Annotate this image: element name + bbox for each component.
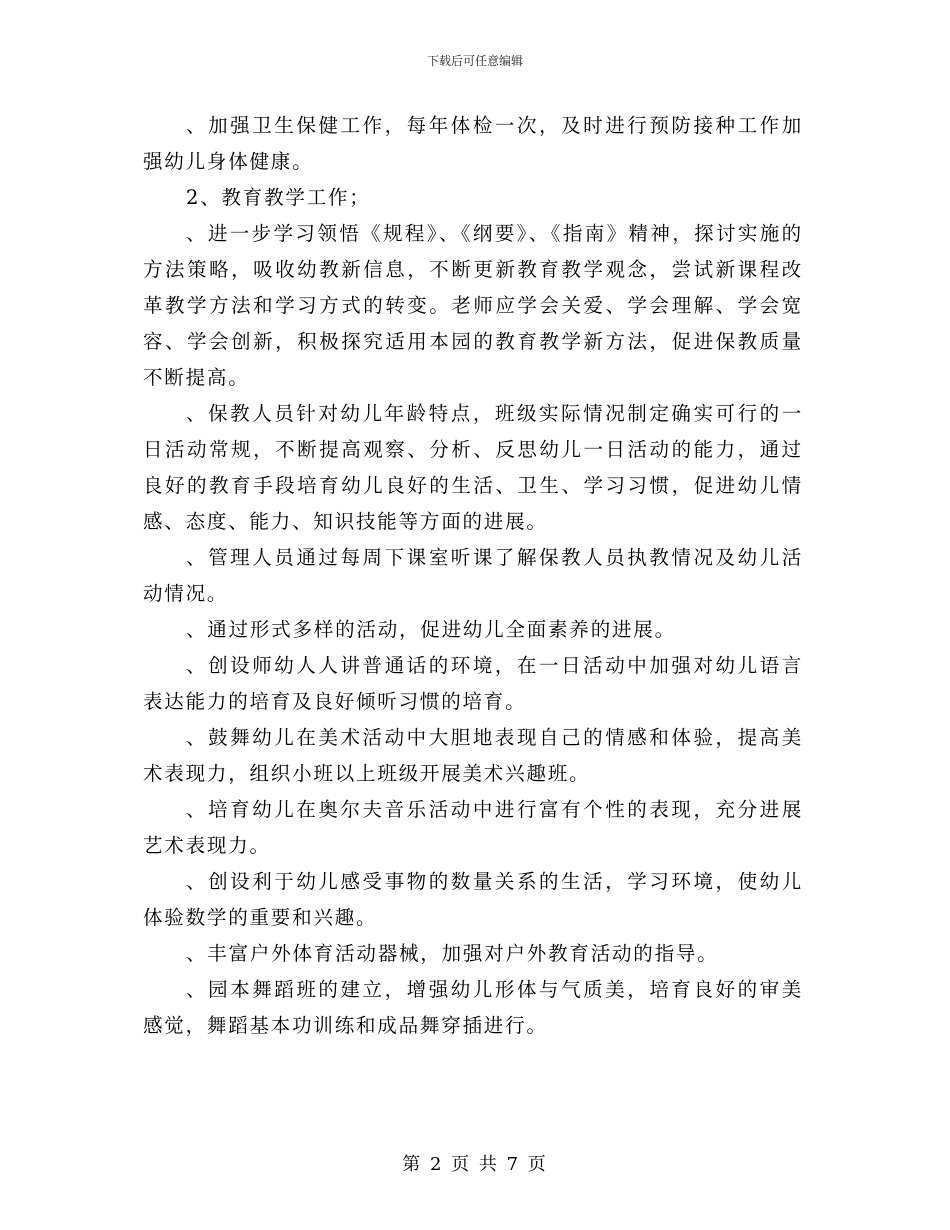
paragraph-daily-routine: 、保教人员针对幼儿年龄特点，班级实际情况制定确实可行的一日活动常规，不断提高观察、分析、反思幼儿一日活动的能力，通过良好的教育手段培育幼儿良好的生活、卫生、学习习惯，促进幼儿情感、态度、能力、知识技能等方面的进展。 — [143, 402, 803, 533]
paragraph-mandarin-environment: 、创设师幼人人讲普通话的环境，在一日活动中加强对幼儿语言表达能力的培育及良好倾听习惯的培育。 — [143, 654, 803, 713]
paragraph-study-guidelines: 、进一步学习领悟《规程》、《纲要》、《指南》精神，探讨实施的方法策略，吸收幼教新信息，不断更新教育教学观念，尝试新课程改革教学方法和学习方式的转变。老师应学会关爱、学会理解、学会宽容、学会创新，积极探究适用本园的教育教学新方法，促进保教质量不断提高。 — [143, 222, 803, 389]
paragraph-math-environment: 、创设利于幼儿感受事物的数量关系的生活，学习环境，使幼儿体验数学的重要和兴趣。 — [143, 870, 803, 929]
paragraph-classroom-observation: 、管理人员通过每周下课室听课了解保教人员执教情况及幼儿活动情况。 — [143, 546, 803, 605]
page-number-footer: 第 2 页 共 7 页 — [402, 1154, 548, 1175]
paragraph-outdoor-sports: 、丰富户外体育活动器械，加强对户外教育活动的指导。 — [186, 942, 719, 965]
paragraph-health-care: 、加强卫生保健工作，每年体检一次，及时进行预防接种工作加强幼儿身体健康。 — [143, 114, 803, 173]
paragraph-diverse-activities: 、通过形式多样的活动，促进幼儿全面素养的进展。 — [186, 618, 676, 641]
page-header: 下载后可任意编辑 — [426, 54, 523, 68]
document-body — [143, 108, 803, 1044]
paragraph-dance-class: 、园本舞蹈班的建立，增强幼儿形体与气质美，培育良好的审美感觉，舞蹈基本功训练和成品舞穿插进行。 — [143, 978, 803, 1037]
section-heading-teaching: 2、教育教学工作； — [186, 186, 371, 209]
paragraph-art-activities: 、鼓舞幼儿在美术活动中大胆地表现自己的情感和体验，提高美术表现力，组织小班以上班级开展美术兴趣班。 — [143, 726, 803, 785]
paragraph-orff-music: 、培育幼儿在奥尔夫音乐活动中进行富有个性的表现，充分进展艺术表现力。 — [143, 798, 803, 857]
